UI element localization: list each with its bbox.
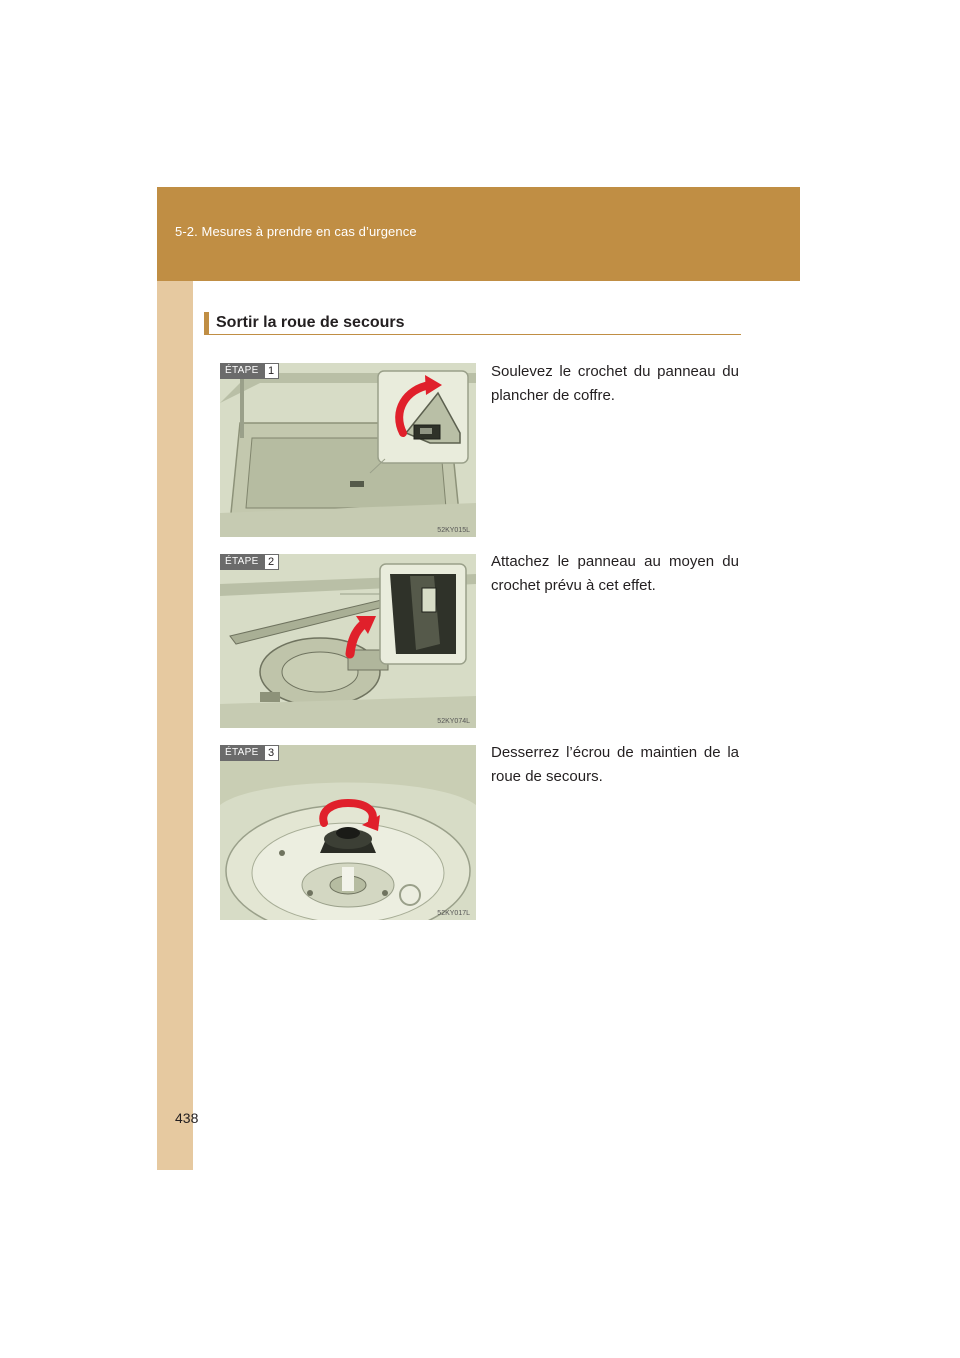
- figure-code: 52KY074L: [437, 718, 470, 725]
- step-2-instruction: Attachez le panneau au moyen du crochet prévu à cet effet.: [491, 553, 739, 594]
- trunk-floor-hook-drawing: [220, 363, 476, 537]
- step-number: 1: [264, 363, 279, 379]
- step-2-illustration: [220, 554, 476, 728]
- step-1-badge: [220, 363, 279, 379]
- step-3-badge: [220, 745, 279, 761]
- step-number: 2: [264, 554, 279, 570]
- step-number: 3: [264, 745, 279, 761]
- side-band: [157, 187, 193, 1170]
- step-label: ÉTAPE: [220, 554, 264, 570]
- step-3-instruction: Desserrez l’écrou de maintien de la roue de secours.: [491, 744, 739, 785]
- trunk-panel-attached-drawing: [220, 554, 476, 728]
- step-label: ÉTAPE: [220, 363, 264, 379]
- section-title: Sortir la roue de secours: [216, 314, 405, 331]
- step-label: ÉTAPE: [220, 745, 264, 761]
- section-heading: [204, 312, 741, 335]
- heading-underline: [209, 334, 741, 335]
- step-1-instruction: Soulevez le crochet du panneau du plancher de coffre.: [491, 363, 739, 404]
- chapter-title: 5-2. Mesures à prendre en cas d’urgence: [175, 224, 417, 239]
- figure-code: 52KY015L: [437, 527, 470, 534]
- step-3-illustration: [220, 745, 476, 920]
- spare-wheel-nut-drawing: [220, 745, 476, 920]
- step-1-illustration: [220, 363, 476, 537]
- step-2-badge: [220, 554, 279, 570]
- page-number: 438: [175, 1110, 199, 1126]
- figure-code: 52KY017L: [437, 910, 470, 917]
- heading-bar: [204, 312, 209, 335]
